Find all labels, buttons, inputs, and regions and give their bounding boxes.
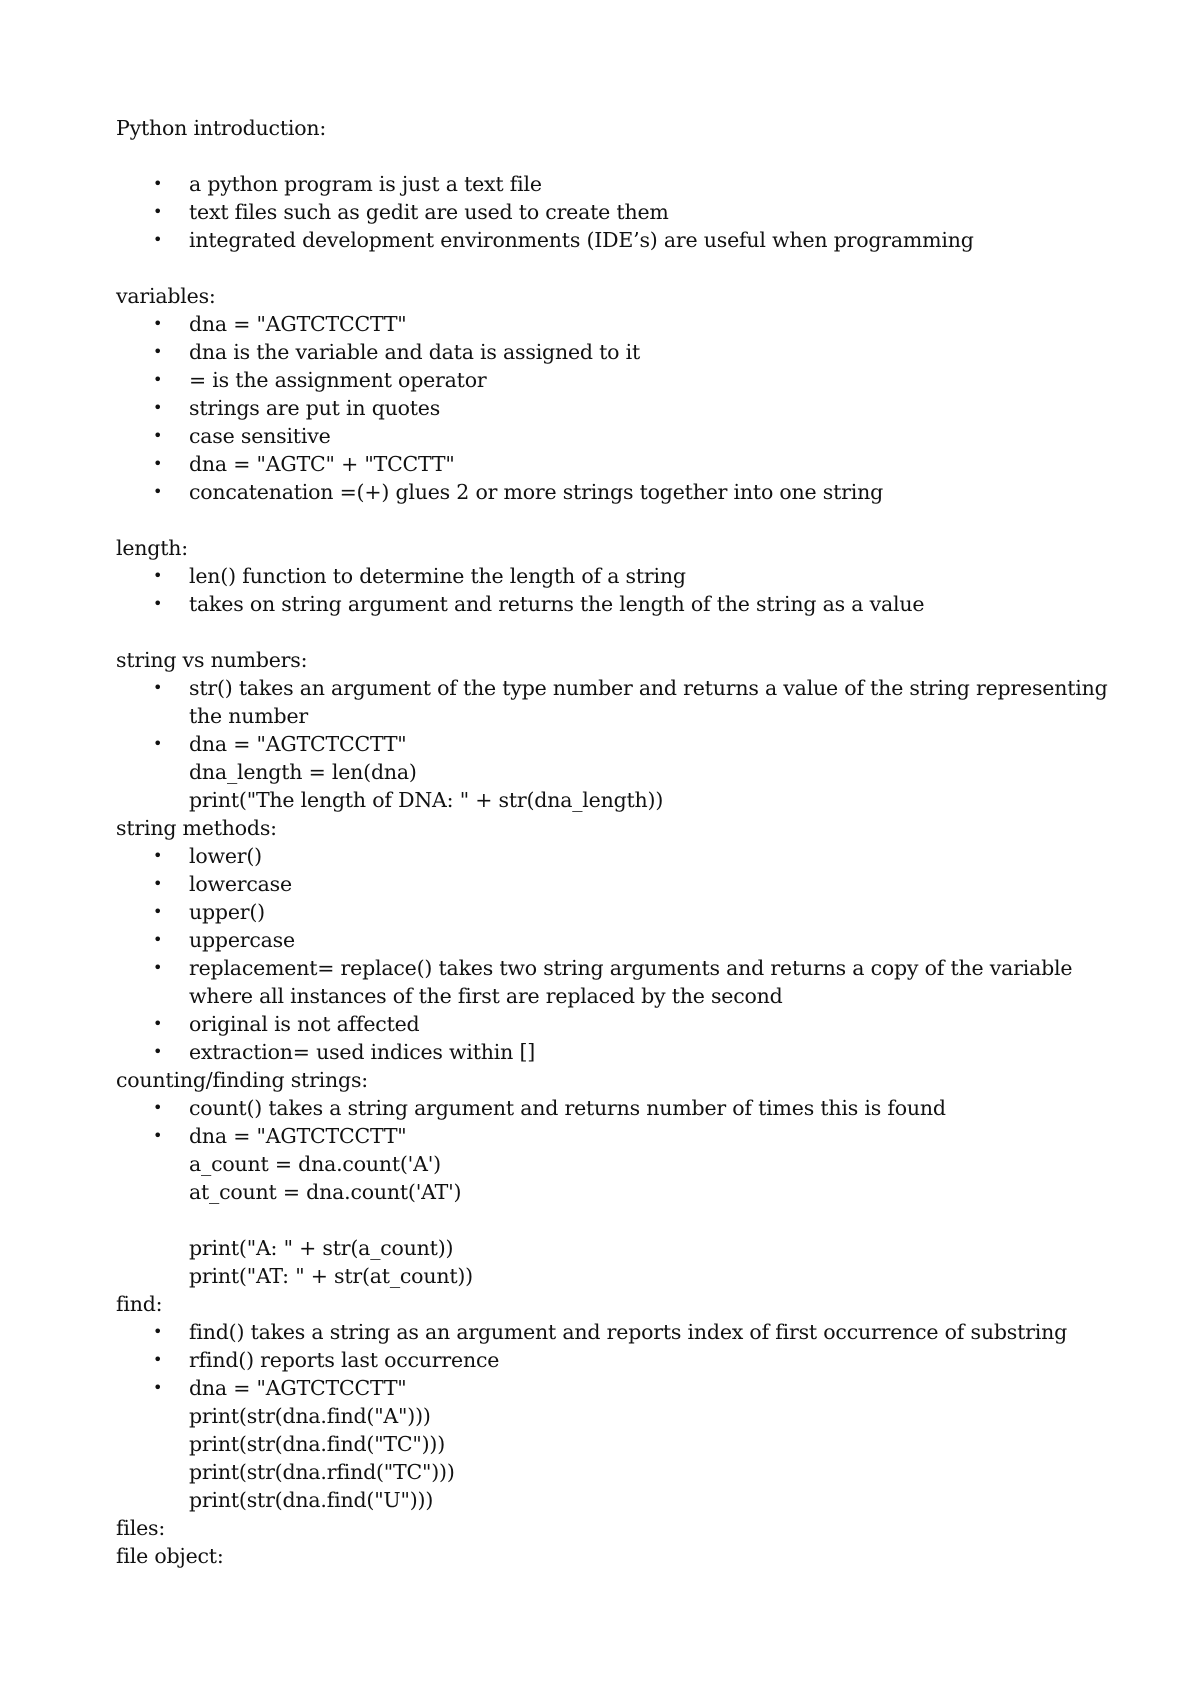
- section-heading-find: find:: [116, 1292, 163, 1316]
- code-list-item: [116, 730, 1116, 814]
- code-list-item: [116, 1122, 1116, 1290]
- list-item: • a python program is just a text file: [116, 170, 1116, 198]
- code-line: • dna = "AGTCTCCTT": [189, 1124, 407, 1148]
- code-list-item: [116, 1374, 1116, 1514]
- section-heading-string-methods: string methods:: [116, 816, 277, 840]
- list-item: • dna = "AGTC" + "TCCTT": [116, 450, 1116, 478]
- bullet-list-length: [116, 562, 1116, 618]
- spacer: [116, 142, 1116, 170]
- list-item: • = is the assignment operator: [116, 366, 1116, 394]
- list-item: • dna = "AGTCTCCTT": [116, 310, 1116, 338]
- code-line: print(str(dna.rfind("TC"))): [189, 1460, 455, 1484]
- document-page: [116, 114, 1116, 1570]
- code-line-blank: [189, 1206, 1116, 1234]
- list-item: • strings are put in quotes: [116, 394, 1116, 422]
- spacer: [116, 618, 1116, 646]
- code-line: print(str(dna.find("A"))): [189, 1404, 431, 1428]
- bullet-list-find: [116, 1318, 1116, 1514]
- bullet-list-python-introduction: [116, 170, 1116, 254]
- code-line: print(str(dna.find("U"))): [189, 1488, 434, 1512]
- section-heading-file-object: file object:: [116, 1544, 224, 1568]
- list-item: • replacement= replace() takes two string arguments and returns a copy of the variable where all instances of the first are replaced by the second: [116, 954, 1116, 1010]
- code-line: print(str(dna.find("TC"))): [189, 1432, 446, 1456]
- list-item: • upper(): [116, 898, 1116, 926]
- bullet-list-string-methods: [116, 842, 1116, 1066]
- list-item: • str() takes an argument of the type number and returns a value of the string representing the number: [116, 674, 1116, 730]
- list-item: • case sensitive: [116, 422, 1116, 450]
- code-line: print("A: " + str(a_count)): [189, 1236, 454, 1260]
- code-line: print("AT: " + str(at_count)): [189, 1264, 473, 1288]
- section-heading-string-vs-numbers: string vs numbers:: [116, 648, 308, 672]
- list-item: • extraction= used indices within []: [116, 1038, 1116, 1066]
- section-heading-counting-finding-strings: counting/finding strings:: [116, 1068, 368, 1092]
- bullet-list-counting-finding-strings: [116, 1094, 1116, 1290]
- list-item: • original is not affected: [116, 1010, 1116, 1038]
- section-heading-python-introduction: Python introduction:: [116, 116, 327, 140]
- bullet-list-variables: [116, 310, 1116, 506]
- list-item: • uppercase: [116, 926, 1116, 954]
- code-line: • dna = "AGTCTCCTT": [189, 732, 407, 756]
- code-line: at_count = dna.count('AT'): [189, 1180, 462, 1204]
- list-item: • len() function to determine the length of a string: [116, 562, 1116, 590]
- list-item: • lower(): [116, 842, 1116, 870]
- section-heading-length: length:: [116, 536, 188, 560]
- section-heading-files: files:: [116, 1516, 166, 1540]
- spacer: [116, 254, 1116, 282]
- list-item: • count() takes a string argument and returns number of times this is found: [116, 1094, 1116, 1122]
- code-line: • dna = "AGTCTCCTT": [189, 1376, 407, 1400]
- bullet-list-string-vs-numbers: [116, 674, 1116, 814]
- list-item: • integrated development environments (IDE’s) are useful when programming: [116, 226, 1116, 254]
- code-line: print("The length of DNA: " + str(dna_length)): [189, 788, 664, 812]
- list-item: • lowercase: [116, 870, 1116, 898]
- list-item: • dna is the variable and data is assigned to it: [116, 338, 1116, 366]
- spacer: [116, 506, 1116, 534]
- list-item: • text files such as gedit are used to create them: [116, 198, 1116, 226]
- code-line: a_count = dna.count('A'): [189, 1152, 441, 1176]
- list-item: • rfind() reports last occurrence: [116, 1346, 1116, 1374]
- section-heading-variables: variables:: [116, 284, 216, 308]
- list-item: • find() takes a string as an argument and reports index of first occurrence of substring: [116, 1318, 1116, 1346]
- code-line: dna_length = len(dna): [189, 760, 417, 784]
- list-item: • takes on string argument and returns the length of the string as a value: [116, 590, 1116, 618]
- list-item: • concatenation =(+) glues 2 or more strings together into one string: [116, 478, 1116, 506]
